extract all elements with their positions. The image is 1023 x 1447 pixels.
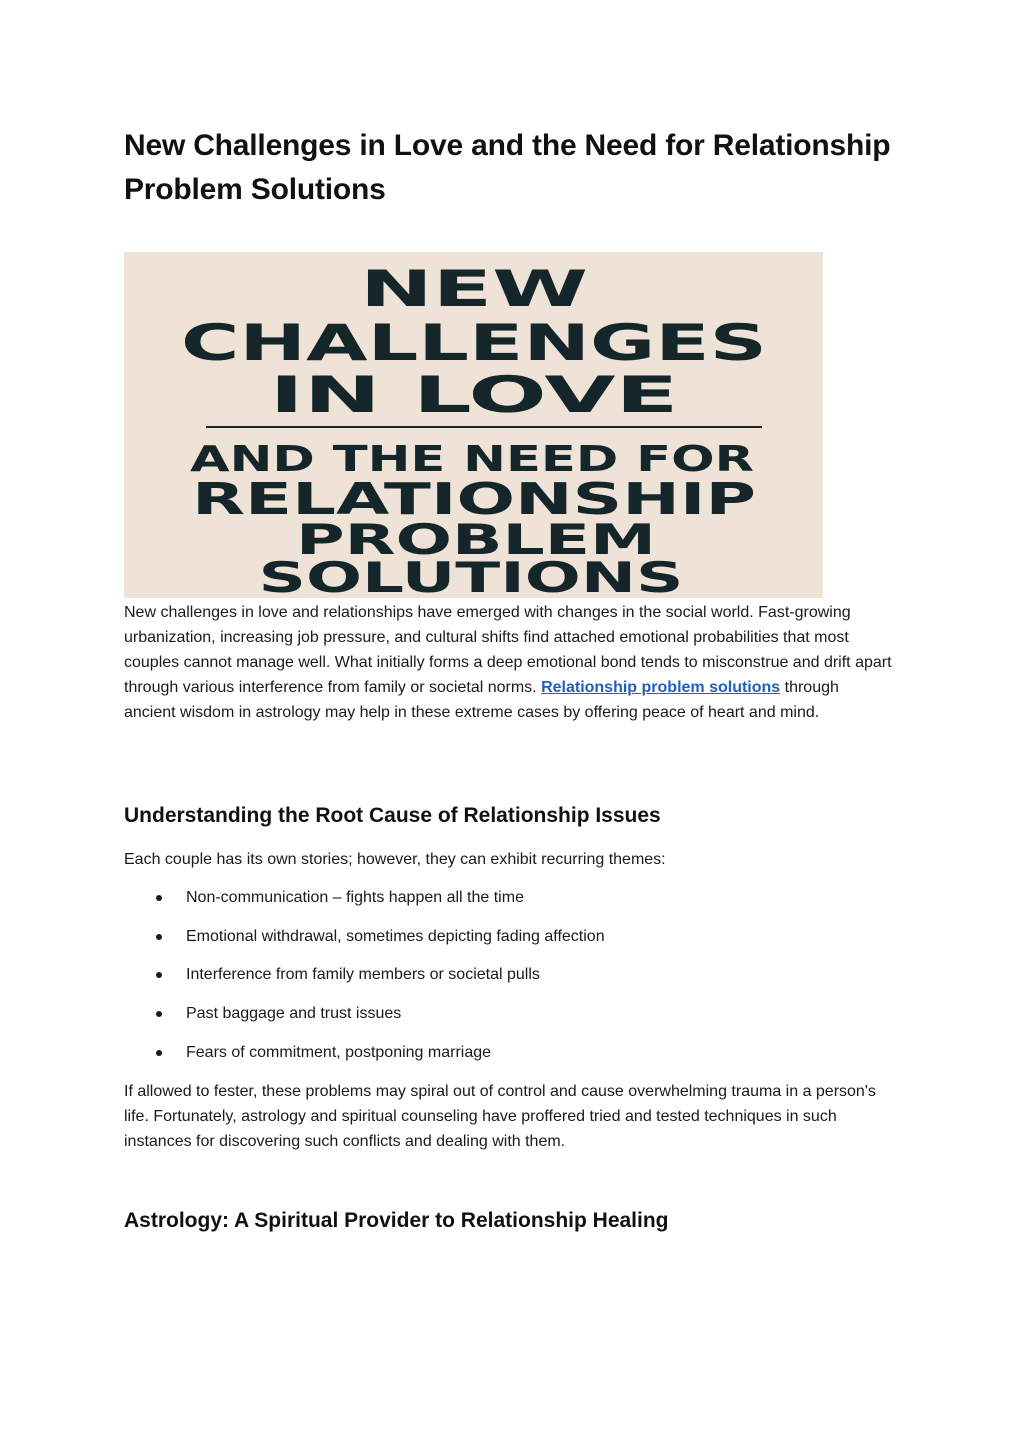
hero-line-challenges: CHALLENGES: [181, 314, 767, 372]
list-item: [124, 886, 884, 925]
hero-line-problem: PROBLEM: [296, 515, 656, 564]
list-item-text: Past baggage and trust issues: [186, 1005, 402, 1023]
list-item: [124, 1002, 884, 1041]
bullet-icon: [156, 1011, 162, 1017]
hero-line-in-love: IN LOVE: [269, 366, 679, 424]
section-heading-root-cause: Understanding the Root Cause of Relationship Issues: [124, 804, 661, 827]
bullet-icon: [156, 895, 162, 901]
intro-text-after-link: through ancient wisdom in astrology may help in these extreme cases by offering peace of heart and mind.: [124, 679, 839, 721]
bullet-icon: [156, 934, 162, 940]
list-item-text: Interference from family members or societal pulls: [186, 966, 540, 984]
bullet-icon: [156, 1050, 162, 1056]
hero-line-and-the-need-for: AND THE NEED FOR: [190, 439, 754, 480]
hero-line-relationship: RELATIONSHIP: [192, 474, 756, 525]
page-title: New Challenges in Love and the Need for Relationship Problem Solutions: [124, 129, 891, 206]
section-closing-paragraph: If allowed to fester, these problems may spiral out of control and cause overwhelming trauma in a person's life. Fortunately, astrology and spiritual counseling have proffered tried and tested techniques in such instances for discovering such conflicts and dealing with them.: [124, 1083, 876, 1150]
relationship-problem-solutions-link[interactable]: Relationship problem solutions: [541, 679, 781, 696]
hero-line-new: NEW: [360, 260, 588, 318]
intro-paragraph: [124, 600, 894, 725]
list-item: [124, 925, 884, 964]
hero-image: [124, 252, 823, 598]
list-item: [124, 963, 884, 1002]
intro-text-before-link: New challenges in love and relationships have emerged with changes in the social world. Fast-growing urbanization, increasing job pressure, and cultural shifts find attached emotional probabilities that most couples cannot manage well. What initially forms a deep emotional bond tends to misconstrue and drift apart through various interference from family or societal norms.: [124, 604, 892, 696]
bullet-icon: [156, 972, 162, 978]
list-item-text: Non-communication – fights happen all the time: [186, 889, 524, 906]
list-item-text: Emotional withdrawal, sometimes depicting fading affection: [186, 927, 605, 945]
hero-line-solutions: SOLUTIONS: [258, 553, 684, 598]
list-item-text: Fears of commitment, postponing marriage: [186, 1043, 492, 1061]
section-lead-paragraph: Each couple has its own stories; however, they can exhibit recurring themes:: [124, 851, 666, 868]
issues-bullet-list: [124, 886, 884, 1079]
section-heading-astrology: Astrology: A Spiritual Provider to Relationship Healing: [124, 1209, 669, 1232]
list-item: [124, 1041, 884, 1080]
